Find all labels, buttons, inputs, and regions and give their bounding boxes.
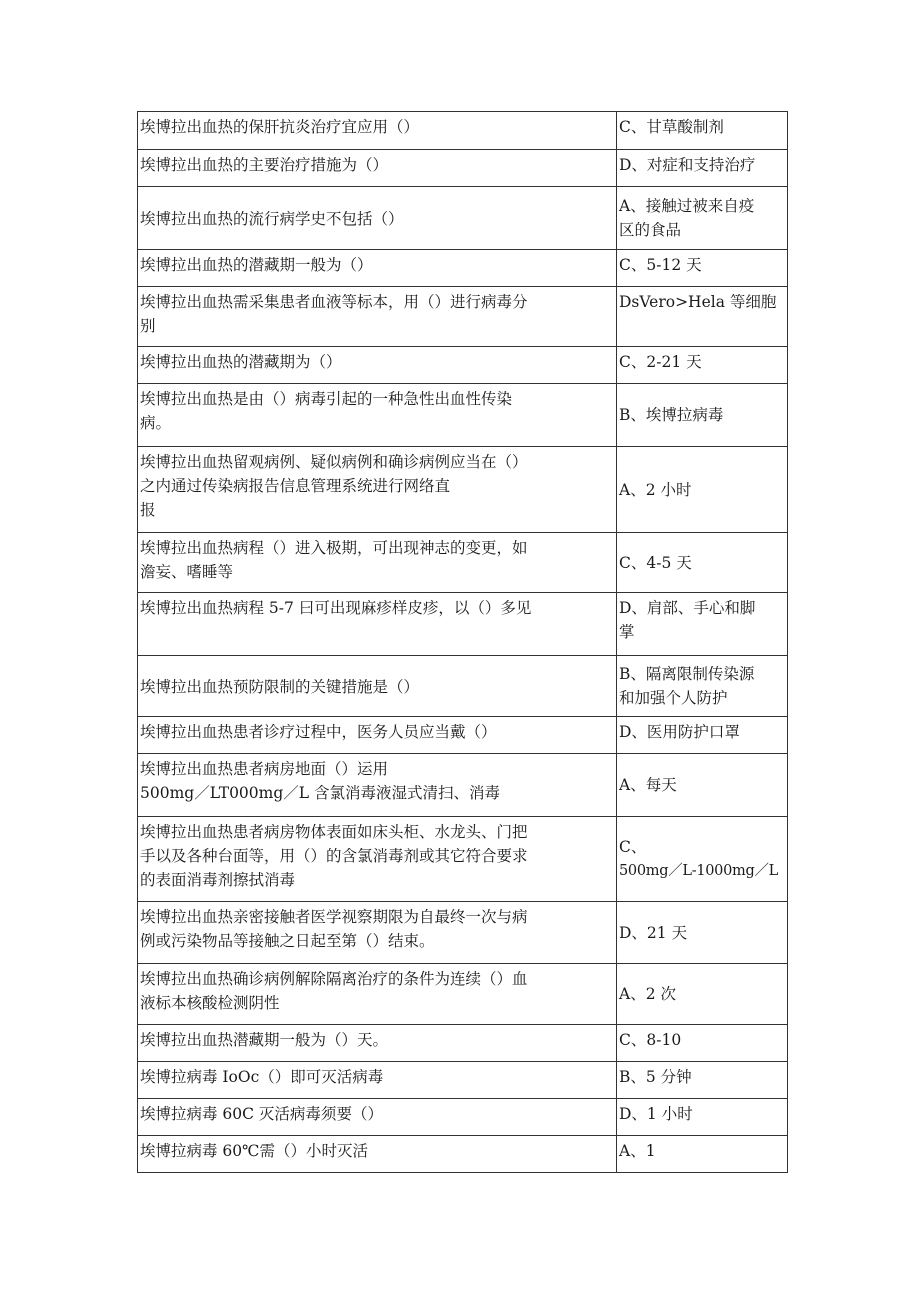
question-text: 液标本核酸检测阴性: [140, 994, 280, 1012]
table-row: [138, 1062, 788, 1099]
question-text: 埃博拉出血热预防限制的关键措施是（）: [140, 677, 420, 696]
question-cell: [138, 1099, 617, 1136]
question-cell: [138, 717, 617, 754]
question-cell: [138, 1025, 617, 1062]
answer-text: A、每天: [619, 776, 677, 794]
question-text: 埃博拉出血热病程 5-7 曰可出现麻疹样皮疹，以（）多见: [140, 599, 532, 617]
table-row: [138, 656, 788, 717]
question-text: 埃博拉出血热的潜藏期一般为（）: [140, 256, 373, 274]
table-row: [138, 1099, 788, 1136]
question-text: 埃博拉出血热的保肝抗炎治疗宜应用（）: [140, 118, 420, 136]
question-text: 埃博拉出血热患者诊疗过程中，医务人员应当戴（）: [140, 723, 497, 741]
answer-text: B、隔离限制传染源: [619, 665, 755, 683]
answer-text: A、接触过被来自疫: [619, 197, 755, 215]
question-text: 埃博拉出血热的流行病学史不包括（）: [140, 209, 404, 228]
question-text: 埃博拉出血热确诊病例解除隔离治疗的条件为连续（）血: [140, 970, 528, 988]
answer-text: B、5 分钟: [619, 1068, 692, 1086]
table-row: [138, 347, 788, 384]
answer-text: D、医用防护口罩: [619, 723, 740, 741]
answer-text: 区的食品: [619, 221, 682, 239]
answer-cell: [617, 347, 788, 384]
question-text: 埃博拉出血热患者病房地面（）运用: [140, 760, 389, 778]
answer-text: C、2-21 天: [619, 353, 702, 371]
question-cell: [138, 964, 617, 1025]
answer-text: A、2 小时: [619, 480, 692, 499]
question-cell: [138, 250, 617, 287]
question-text: 埃博拉出血热潜藏期一般为（）天。: [140, 1031, 389, 1049]
question-cell: [138, 1136, 617, 1173]
answer-text: D、21 天: [619, 923, 688, 942]
question-text: 别: [140, 317, 156, 335]
table-row: [138, 593, 788, 656]
question-cell: [138, 593, 617, 656]
question-text: 埃博拉出血热的潜藏期为（）: [140, 353, 342, 371]
question-text: 埃博拉出血热是由（）病毒引起的一种急性出血性传染: [140, 390, 513, 408]
question-cell: [138, 150, 617, 187]
question-text: 病。: [140, 414, 172, 432]
question-text: 埃博拉出血热亲密接触者医学视察期限为自最终一次与病: [140, 908, 528, 926]
question-text: 埃博拉病毒 60℃需（）小时灭活: [140, 1142, 368, 1160]
question-text: 手以及各种台面等，用（）的含氯消毒剂或其它符合要求: [140, 847, 528, 865]
answer-cell: [617, 447, 788, 533]
answer-text: D、1 小时: [619, 1105, 693, 1123]
answer-text: A、2 次: [619, 985, 676, 1003]
answer-text: C、: [619, 838, 647, 856]
answer-text: C、8-10: [619, 1031, 682, 1049]
answer-text: 和加强个人防护: [619, 689, 728, 707]
question-cell: [138, 817, 617, 902]
table-row: [138, 717, 788, 754]
table-row: [138, 112, 788, 150]
answer-text: A、1: [619, 1142, 656, 1160]
answer-cell: [617, 717, 788, 754]
table-row: [138, 1136, 788, 1173]
answer-cell: [617, 187, 788, 250]
answer-text: D、肩部、手心和脚: [619, 599, 756, 617]
answer-cell: [617, 754, 788, 817]
table-row: [138, 964, 788, 1025]
question-text: 澹妄、嗜睡等: [140, 563, 234, 581]
question-text: 的表面消毒剂擦拭消毒: [140, 871, 296, 889]
qa-table-body: [138, 112, 788, 1173]
question-text: 埃博拉出血热病程（）进入极期，可出现神志的变更，如: [140, 539, 528, 557]
question-cell: [138, 347, 617, 384]
question-cell: [138, 112, 617, 150]
table-row: [138, 384, 788, 447]
answer-text: DsVero>Hela 等细胞: [619, 293, 777, 311]
answer-cell: [617, 384, 788, 447]
question-cell: [138, 287, 617, 347]
question-text: 报: [140, 501, 156, 519]
answer-cell: [617, 902, 788, 964]
table-row: [138, 1025, 788, 1062]
question-text: 埃博拉出血热的主要治疗措施为（）: [140, 156, 389, 174]
answer-text: 掌: [619, 623, 635, 641]
question-text: 之内通过传染病报告信息管理系统进行网络直: [140, 477, 451, 495]
question-text: 埃博拉病毒 60C 灭活病毒须要（）: [140, 1105, 383, 1123]
answer-text: B、埃博拉病毒: [619, 406, 724, 424]
answer-text: C、4-5 天: [619, 553, 692, 572]
table-row: [138, 150, 788, 187]
answer-text: D、对症和支持治疗: [619, 156, 756, 174]
question-cell: [138, 754, 617, 817]
question-text: 埃博拉出血热需采集患者血液等标本，用（）进行病毒分: [140, 293, 528, 311]
table-row: [138, 902, 788, 964]
table-row: [138, 533, 788, 593]
answer-cell: [617, 593, 788, 656]
answer-cell: [617, 964, 788, 1025]
question-cell: [138, 902, 617, 964]
answer-text: C、5-12 天: [619, 256, 702, 274]
answer-cell: [617, 817, 788, 902]
answer-cell: [617, 1136, 788, 1173]
question-cell: [138, 1062, 617, 1099]
answer-cell: [617, 112, 788, 150]
answer-cell: [617, 1062, 788, 1099]
question-cell: [138, 384, 617, 447]
answer-cell: [617, 656, 788, 717]
answer-text: 500mg／L-1000mg／L: [619, 863, 778, 879]
table-row: [138, 287, 788, 347]
question-cell: [138, 187, 617, 250]
table-row: [138, 817, 788, 902]
answer-cell: [617, 1025, 788, 1062]
table-row: [138, 754, 788, 817]
question-text: 例或污染物品等接触之日起至第（）结束。: [140, 932, 435, 950]
table-row: [138, 447, 788, 533]
answer-cell: [617, 533, 788, 593]
table-row: [138, 187, 788, 250]
question-text: 500mg／LT000mg／L 含氯消毒液湿式清扫、消毒: [140, 784, 500, 802]
question-text: 埃博拉出血热留观病例、疑似病例和确诊病例应当在（）: [140, 453, 528, 471]
table-row: [138, 250, 788, 287]
answer-cell: [617, 287, 788, 347]
answer-cell: [617, 150, 788, 187]
question-cell: [138, 533, 617, 593]
question-cell: [138, 447, 617, 533]
answer-cell: [617, 250, 788, 287]
question-cell: [138, 656, 617, 717]
qa-table: [137, 111, 788, 1173]
answer-text: C、甘草酸制剂: [619, 118, 724, 136]
answer-cell: [617, 1099, 788, 1136]
question-text: 埃博拉病毒 IoOc（）即可灭活病毒: [140, 1068, 384, 1086]
question-text: 埃博拉出血热患者病房物体表面如床头柜、水龙头、门把: [140, 823, 528, 841]
